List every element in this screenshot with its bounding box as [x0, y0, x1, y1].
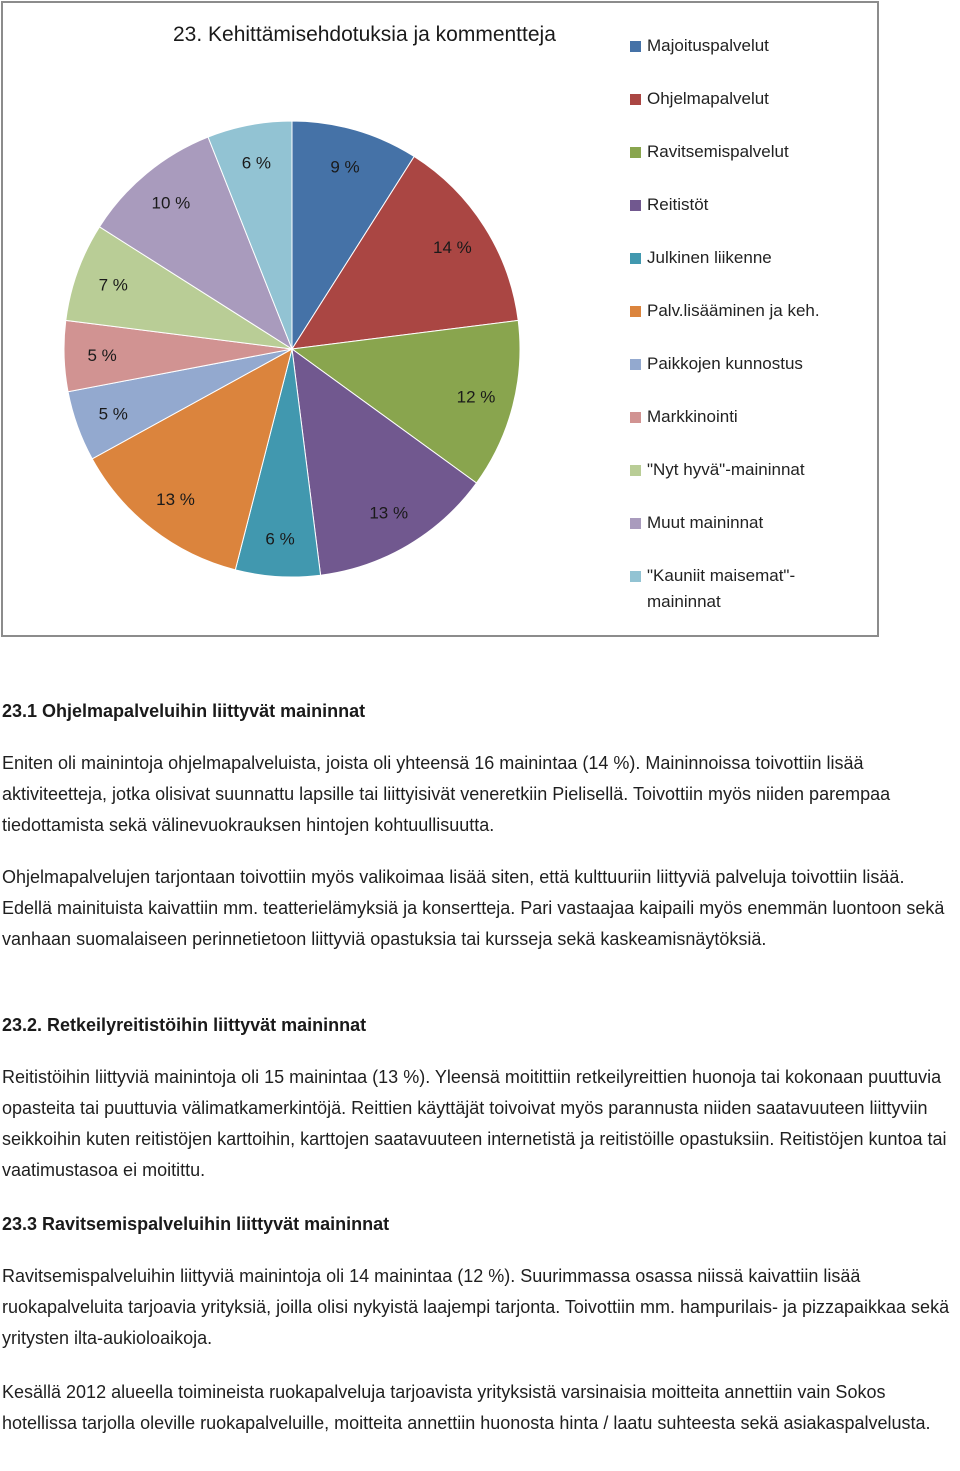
- slice-label-7: 5 %: [98, 404, 128, 424]
- slice-label-8: 5 %: [87, 345, 117, 365]
- legend-label: "Nyt hyvä"-maininnat: [647, 460, 805, 479]
- legend-swatch: [630, 200, 641, 211]
- legend-swatch: [630, 518, 641, 529]
- legend-label: Reitistöt: [647, 195, 709, 214]
- legend-swatch: [630, 571, 641, 582]
- slice-label-5: 6 %: [265, 529, 295, 549]
- legend-label: Ohjelmapalvelut: [647, 89, 769, 108]
- legend-label: Muut maininnat: [647, 513, 764, 532]
- legend-swatch: [630, 465, 641, 476]
- slice-label-11: 6 %: [241, 153, 272, 173]
- paragraph-23-1-a: Eniten oli mainintoja ohjelmapalveluista, joista oli yhteensä 16 mainintaa (14 %). Maininnoissa toivottiin lisää aktiviteetteja, jotka olisivat suunnattu lapsille tai liittyisivät veneretkiin Pielisellä. Toivottiin myös niiden parempaa tiedottamista sekä välinevuokrauksen hintojen kohtuullisuutta.: [2, 753, 891, 835]
- section-heading-23-2: 23.2. Retkeilyreitistöihin liittyvät maininnat: [2, 1015, 367, 1035]
- slice-label-2: 14 %: [433, 238, 472, 258]
- slice-label-1: 9 %: [330, 157, 360, 177]
- legend-label: Markkinointi: [647, 407, 738, 426]
- legend-label: "Kauniit maisemat"- maininnat: [647, 566, 796, 611]
- legend-label: Paikkojen kunnostus: [647, 354, 803, 373]
- legend-swatch: [630, 253, 641, 264]
- paragraph-23-3-b: Kesällä 2012 alueella toimineista ruokapalveluja tarjoavista yrityksistä varsinaisia moitteita annettiin vain Sokos hotellissa tarjolla oleville ruokapalveluille, moitteita annettiin huonosta hinta / laatu suhteesta sekä asiakaspalvelusta.: [2, 1382, 931, 1433]
- legend-swatch: [630, 94, 641, 105]
- section-heading-23-1: 23.1 Ohjelmapalveluihin liittyvät maininnat: [2, 701, 366, 721]
- slice-label-6: 13 %: [156, 490, 195, 510]
- chart-title: 23. Kehittämisehdotuksia ja kommentteja: [173, 23, 556, 46]
- legend-label: Majoituspalvelut: [647, 36, 769, 55]
- legend-swatch: [630, 147, 641, 158]
- legend-swatch: [630, 306, 641, 317]
- slice-label-9: 7 %: [98, 275, 128, 295]
- legend-swatch: [630, 359, 641, 370]
- slice-label-3: 12 %: [456, 387, 496, 407]
- paragraph-23-1-b: Ohjelmapalvelujen tarjontaan toivottiin myös valikoimaa lisää siten, että kulttuuriin liittyviä palveluja toivottiin lisää. Edellä mainituista kaivattiin mm. teatterielämyksiä ja konsertteja. Pari vastaajaa kaipaili myös enemmän luontoon sekä vanhaan suomalaiseen perinnetietoon liittyviä opastuksia tai kursseja sekä kaskeamisnäytöksiä.: [2, 867, 945, 949]
- paragraph-23-3-a: Ravitsemispalveluihin liittyviä mainintoja oli 14 mainintaa (12 %). Suurimmassa osassa niissä kaivattiin lisää ruokapalveluita tarjoavia yrityksiä, joilla olisi nykyistä laajempi tarjonta. Toivottiin mm. hampurilais- ja pizzapaikkaa sekä yritysten ilta-aukioloaikoja.: [2, 1266, 950, 1348]
- section-heading-23-3: 23.3 Ravitsemispalveluihin liittyvät maininnat: [2, 1214, 390, 1234]
- legend-swatch: [630, 41, 641, 52]
- legend-label: Ravitsemispalvelut: [647, 142, 789, 161]
- chart-frame: [1, 1, 879, 637]
- legend-swatch: [630, 412, 641, 423]
- slice-label-4: 13 %: [369, 503, 409, 523]
- slice-label-10: 10 %: [151, 193, 191, 213]
- legend-label: Julkinen liikenne: [647, 248, 772, 267]
- paragraph-23-2: Reitistöihin liittyviä mainintoja oli 15 mainintaa (13 %). Yleensä moitittiin retkeilyreittien huonoja tai kokonaan puuttuvia opasteita tai puuttuvia välimatkamerkintöjä. Reittien käyttäjät toivoivat myös parannusta niiden saatavuuteen liittyviin seikkoihin kuten reitistöjen karttoihin, karttojen saatavuuteen internetistä ja reitistöille opastuksiin. Reitistöjen kuntoa tai vaatimustasoa ei moitittu.: [2, 1067, 947, 1180]
- legend-label: Palv.lisääminen ja keh.: [647, 301, 820, 320]
